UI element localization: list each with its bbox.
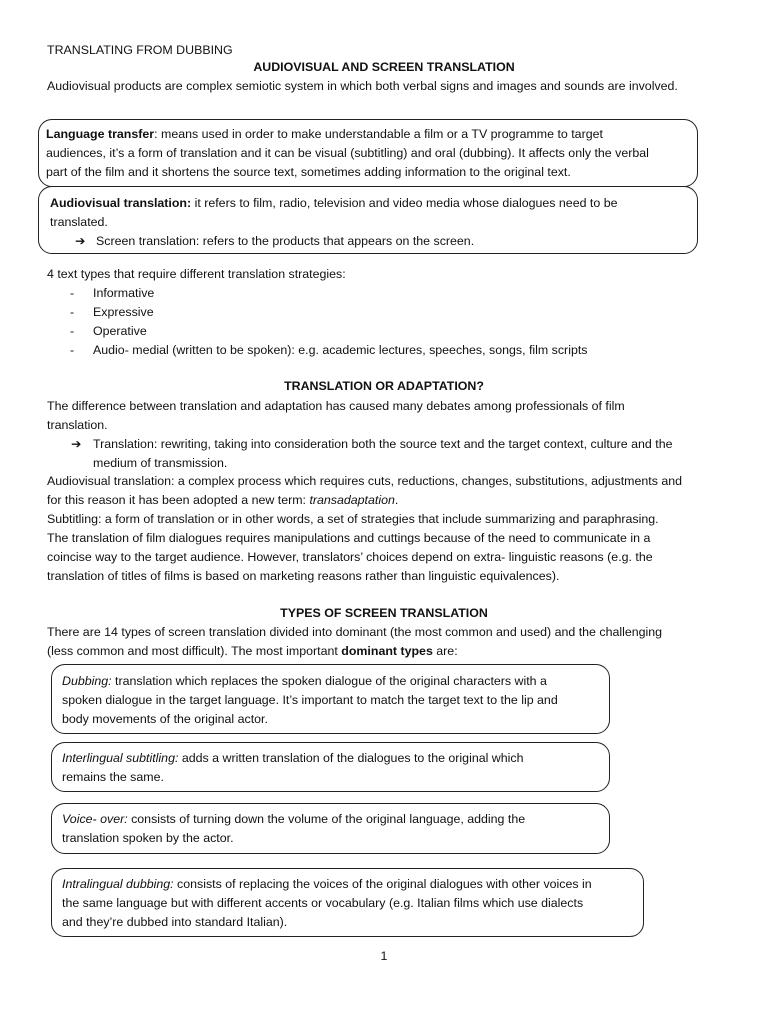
paragraph-line: Subtitling: a form of translation or in other words, a set of strategies that include summarizing and paraphrasing. [47, 512, 659, 526]
intralingual-line2: the same language but with different accents or vocabulary (e.g. Italian films which use dialects [62, 896, 584, 910]
intralingual-box [51, 868, 644, 937]
audiovisual-translation-box [38, 186, 698, 254]
voice-over-line1: Voice- over: consists of turning down the volume of the original language, adding the [62, 812, 526, 826]
section-heading-types: TYPES OF SCREEN TRANSLATION [280, 606, 488, 620]
arrow-icon: ➔ [75, 234, 86, 248]
dubbing-line1: Dubbing: translation which replaces the spoken dialogue of the original characters with a [62, 674, 547, 688]
language-transfer-box [38, 119, 698, 187]
language-transfer-line3: part of the film and it shortens the source text, sometimes adding information to the original text. [46, 165, 571, 179]
intralingual-line1: Intralingual dubbing: consists of replacing the voices of the original dialogues with other voices in [62, 877, 592, 891]
paragraph-line: (less common and most difficult). The most important dominant types are: [47, 644, 458, 658]
paragraph-line: translation. [47, 418, 108, 432]
dubbing-line2: spoken dialogue in the target language. It’s important to match the target text to the lip and [62, 693, 558, 707]
voice-over-line2: translation spoken by the actor. [62, 831, 234, 845]
language-transfer-line1: Language transfer: means used in order to make understandable a film or a TV programme to target [46, 127, 603, 141]
section-heading-audiovisual: AUDIOVISUAL AND SCREEN TRANSLATION [253, 60, 515, 74]
subtitling-line1: Interlingual subtitling: adds a written translation of the dialogues to the original which [62, 751, 524, 765]
subtitling-line2: remains the same. [62, 770, 164, 784]
paragraph-line: The difference between translation and adaptation has caused many debates among professionals of film [47, 399, 625, 413]
list-item: Expressive [93, 305, 154, 319]
dubbing-line3: body movements of the original actor. [62, 712, 268, 726]
list-dash: - [70, 305, 75, 319]
paragraph-line: coincise way to the target audience. However, translators’ choices depend on extra- linguistic reasons (e.g. the [47, 550, 653, 564]
section-heading-translation-adaptation: TRANSLATION OR ADAPTATION? [284, 379, 484, 393]
paragraph-line: Audiovisual translation: a complex process which requires cuts, reductions, changes, substitutions, adjustments and [47, 474, 683, 488]
list-dash: - [70, 343, 75, 357]
paragraph-line: translation of titles of films is based on marketing reasons rather than linguistic equivalences). [47, 569, 560, 583]
page-number: 1 [380, 949, 388, 963]
voice-over-box [51, 803, 610, 854]
paragraph-line: There are 14 types of screen translation divided into dominant (the most common and used) and the challenging [47, 625, 663, 639]
list-dash: - [70, 286, 75, 300]
list-item: Informative [93, 286, 155, 300]
arrow-icon: ➔ [71, 437, 82, 451]
subtitling-box [51, 742, 610, 792]
dubbing-box [51, 664, 610, 734]
language-transfer-line2: audiences, it’s a form of translation and it can be visual (subtitling) and oral (dubbing). It affects only the verbal [46, 146, 649, 160]
screen-translation-bullet: Screen translation: refers to the products that appears on the screen. [96, 234, 475, 248]
audiovisual-line2: translated. [50, 215, 108, 229]
intro-paragraph: Audiovisual products are complex semiotic system in which both verbal signs and images and sounds are involved. [47, 79, 678, 93]
paragraph-line: The translation of film dialogues requires manipulations and cuttings because of the need to communicate in a [47, 531, 651, 545]
document-title: TRANSLATING FROM DUBBING [47, 43, 233, 57]
intralingual-line3: and they’re dubbed into standard Italian). [62, 915, 288, 929]
text-types-lead: 4 text types that require different translation strategies: [47, 267, 346, 281]
paragraph-line: for this reason it has been adopted a new term: transadaptation. [47, 493, 399, 507]
list-item: Operative [93, 324, 147, 338]
list-dash: - [70, 324, 75, 338]
paragraph-line: medium of transmission. [93, 456, 228, 470]
paragraph-line: Translation: rewriting, taking into consideration both the source text and the target context, culture and the [93, 437, 673, 451]
audiovisual-line1: Audiovisual translation: it refers to film, radio, television and video media whose dialogues need to be [50, 196, 618, 210]
list-item: Audio- medial (written to be spoken): e.g. academic lectures, speeches, songs, film scripts [93, 343, 588, 357]
